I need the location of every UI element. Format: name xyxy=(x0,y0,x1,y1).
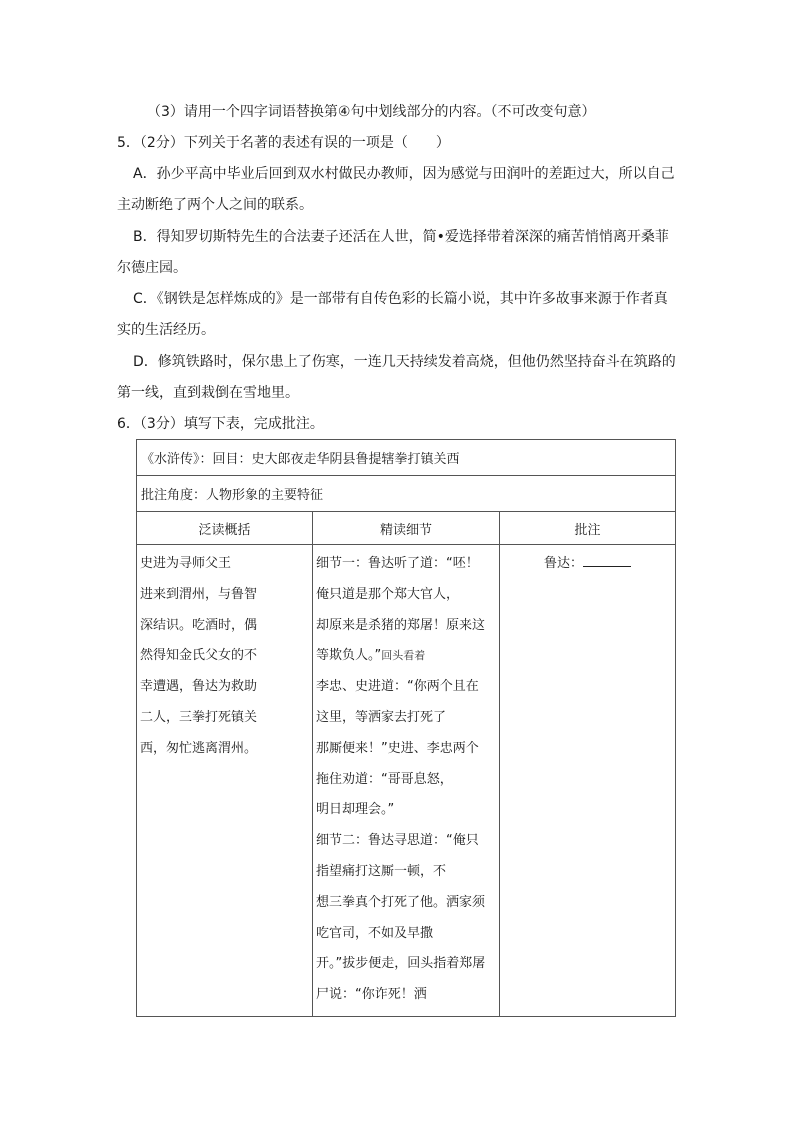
header-skim-summary: 泛读概括 xyxy=(137,512,313,545)
detail-line: 指望痛打这厮一顿，不 xyxy=(316,863,447,879)
q5-option-a-line1: A．孙少平高中毕业后回到双水村做民办教师，因为感觉与田润叶的差距过大，所以自己 xyxy=(133,166,675,182)
detail-line: 俺只道是那个郑大官人， xyxy=(316,586,460,602)
detail-line-with-note xyxy=(316,641,497,672)
answer-blank[interactable] xyxy=(583,554,631,567)
summary-line: 西，匆忙逃离渭州。 xyxy=(140,740,258,756)
detail-cell xyxy=(313,545,500,1017)
q5-option-d-line1: D．修筑铁路时，保尔患上了伤寒，一连几天持续发着高烧，但他仍然坚持奋斗在筑路的 xyxy=(133,354,676,370)
detail-line: 李忠、史进道：“你两个且在 xyxy=(316,679,479,695)
summary-line: 史进为寻师父王 xyxy=(140,556,232,571)
q5-option-d-line2: 第一线，直到栽倒在雪地里。 xyxy=(117,385,299,401)
detail-line: 明日却理会。” xyxy=(316,802,395,818)
table-title-row: 《水浒传》：回目：史大郎夜走华阴县鲁提辖拳打镇关西 xyxy=(137,440,676,476)
summary-line: 二人，三拳打死镇关 xyxy=(140,709,258,725)
header-annotation: 批注 xyxy=(500,512,676,545)
table-header-row xyxy=(137,512,676,545)
q5-option-c-line2: 实的生活经历。 xyxy=(117,322,215,338)
summary-line: 然得知金氏父女的不 xyxy=(140,648,258,664)
detail-note: 回头看着 xyxy=(381,649,426,663)
annotation-table xyxy=(136,439,676,1017)
question-6-stem: 6．（3分）填写下表，完成批注。 xyxy=(117,416,324,432)
detail-line: 这里，等洒家去打死了 xyxy=(316,709,447,725)
q5-option-a-line2: 主动断绝了两个人之间的联系。 xyxy=(117,197,313,213)
q5-option-b-line1: B．得知罗切斯特先生的合法妻子还活在人世，简•爱选择带着深深的痛苦悄悄离开桑菲 xyxy=(133,229,669,245)
annotation-cell xyxy=(500,545,676,1017)
detail-line: 那厮便来！”史进、李忠两个 xyxy=(316,740,479,756)
detail-line: 等欺负人。” xyxy=(316,648,382,664)
detail-line: 拖住劝道：“哥哥息怒， xyxy=(316,771,453,787)
annotation-entry xyxy=(500,549,675,580)
question-4-part-3: （3）请用一个四字词语替换第④句中划线部分的内容。（不可改变句意） xyxy=(147,104,596,120)
summary-cell xyxy=(137,545,313,1017)
detail-line: 却原来是杀猪的郑屠！原来这 xyxy=(316,617,486,633)
question-5-stem: 5．（2分）下列关于名著的表述有误的一项是（ ） xyxy=(117,135,450,151)
summary-line: 进来到渭州，与鲁智 xyxy=(140,586,258,602)
table-angle-row: 批注角度：人物形象的主要特征 xyxy=(137,476,676,512)
table-content-row xyxy=(137,545,676,1017)
annotation-label: 鲁达： xyxy=(544,556,584,571)
detail-line: 尸说：“你诈死！洒 xyxy=(316,987,427,1003)
header-close-detail: 精读细节 xyxy=(313,512,500,545)
summary-line: 幸遭遇，鲁达为救助 xyxy=(140,679,258,695)
detail-line: 细节一：鲁达听了道：“呸！ xyxy=(316,556,479,571)
q5-option-c-line1: C．《钢铁是怎样炼成的》是一部带有自传色彩的长篇小说，其中许多故事来源于作者真 xyxy=(133,291,668,307)
q5-option-b-line2: 尔德庄园。 xyxy=(117,260,187,276)
summary-line: 深结识。吃酒时，偶 xyxy=(140,617,258,633)
detail-line: 吃官司，不如及早撒 xyxy=(316,925,434,941)
detail-line: 开。”拔步便走，回头指着郑屠 xyxy=(316,956,486,972)
detail-line: 想三拳真个打死了他。洒家须 xyxy=(316,894,486,910)
detail-line: 细节二：鲁达寻思道：“俺只 xyxy=(316,833,479,849)
